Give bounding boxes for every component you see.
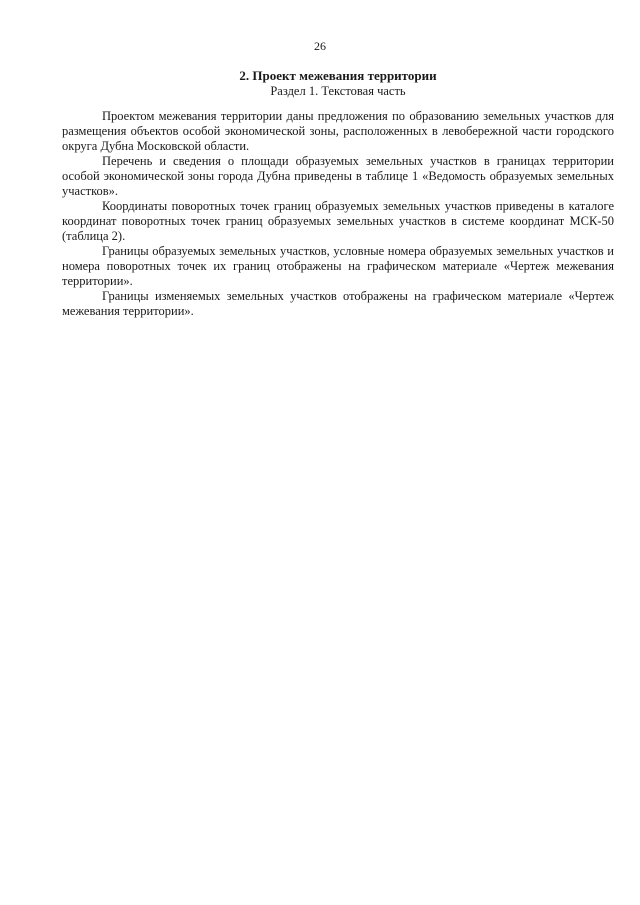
body-text bbox=[62, 109, 614, 319]
paragraph: Границы изменяемых земельных участков отображены на графическом материале «Чертеж межевания территории». bbox=[62, 289, 614, 318]
subsection-title: Раздел 1. Текстовая часть bbox=[270, 84, 406, 98]
paragraph: Координаты поворотных точек границ образуемых земельных участков приведены в каталоге координат поворотных точек границ образуемых земельных участков в системе координат МСК-50 (таблица 2). bbox=[62, 199, 614, 243]
page-number: 26 bbox=[314, 39, 326, 53]
section-title: 2. Проект межевания территории bbox=[239, 68, 437, 83]
paragraph: Проектом межевания территории даны предложения по образованию земельных участков для размещения объектов особой экономической зоны, расположенных в левобережной части городского округа Дубна Московской области. bbox=[62, 109, 614, 153]
paragraph: Границы образуемых земельных участков, условные номера образуемых земельных участков и номера поворотных точек их границ отображены на графическом материале «Чертеж межевания территории». bbox=[62, 244, 614, 288]
paragraph: Перечень и сведения о площади образуемых земельных участков в границах территории особой экономической зоны города Дубна приведены в таблице 1 «Ведомость образуемых земельных участков». bbox=[62, 154, 614, 198]
